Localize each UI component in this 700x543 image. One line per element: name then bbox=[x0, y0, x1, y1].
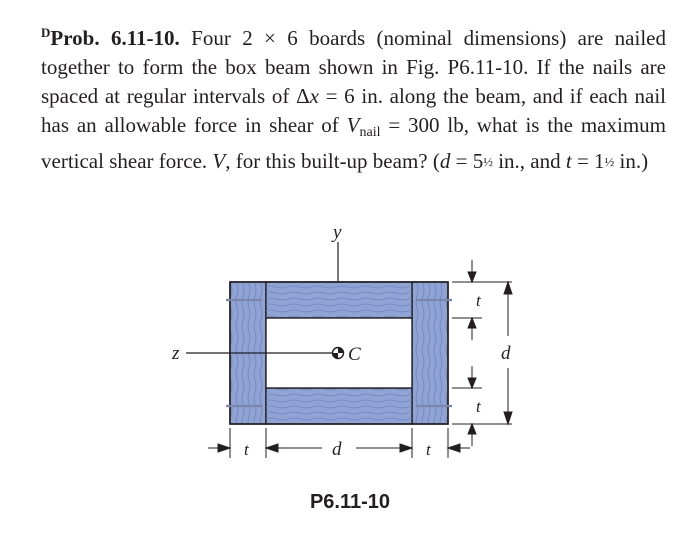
z-axis-label: z bbox=[172, 343, 180, 364]
problem-text-d: , for this built-up beam? ( bbox=[225, 149, 440, 173]
problem-statement bbox=[41, 18, 666, 176]
y-axis-label: y bbox=[333, 222, 342, 243]
centroid-label: C bbox=[348, 344, 361, 365]
problem-text-c: = 300 lb, what is the maximum vertical shear force. bbox=[41, 113, 666, 173]
box-beam-figure bbox=[0, 200, 700, 500]
dim-label-t-left: t bbox=[244, 440, 249, 459]
dim-label-t-bottom: t bbox=[476, 397, 481, 416]
dim-label-t-right: t bbox=[426, 440, 431, 459]
fraction-half-2: ½ bbox=[604, 154, 615, 169]
problem-text-f: in., and bbox=[492, 149, 566, 173]
difficulty-marker: D bbox=[41, 25, 51, 40]
problem-label: Prob. 6.11-10. bbox=[50, 26, 180, 50]
v-subscript: nail bbox=[359, 125, 381, 140]
d-variable: d bbox=[439, 149, 451, 173]
v-variable-2: V bbox=[212, 149, 226, 173]
centroid-marker bbox=[333, 348, 344, 359]
fraction-half-1: ½ bbox=[483, 154, 493, 169]
t-variable: t bbox=[565, 149, 572, 173]
problem-text-a: Four 2 × 6 boards (nominal dimensions) are nailed together to form the box beam shown in Fig. P6.11-10. If the nails are spaced at regular intervals of Δ bbox=[41, 26, 666, 108]
v-variable: V bbox=[346, 113, 360, 137]
dim-label-t-top: t bbox=[476, 291, 481, 310]
dim-label-d-bottom: d bbox=[332, 439, 342, 460]
problem-text-h: in.) bbox=[614, 149, 649, 173]
dx-variable: x bbox=[309, 84, 319, 108]
figure-caption: P6.11-10 bbox=[309, 491, 391, 513]
dim-label-d-right: d bbox=[501, 343, 511, 364]
problem-text-e: = 5 bbox=[450, 149, 484, 173]
problem-text-b: = 6 in. along the beam, and if each nail has an allowable force in shear of bbox=[41, 84, 666, 137]
problem-text-g: = 1 bbox=[571, 149, 605, 173]
